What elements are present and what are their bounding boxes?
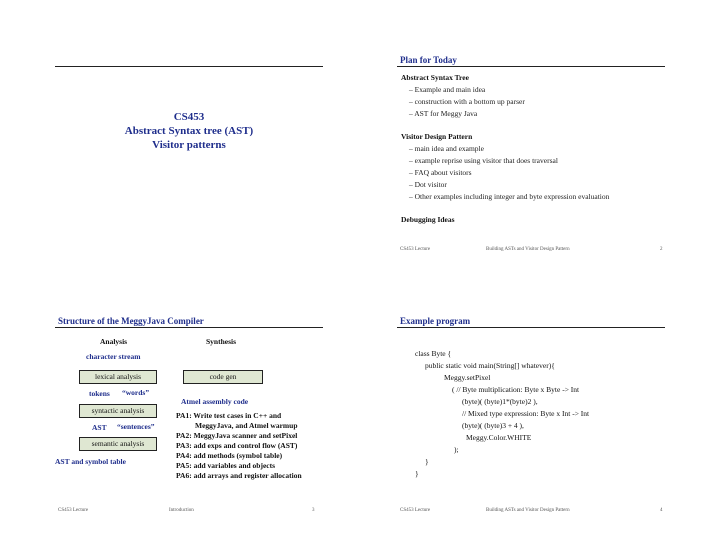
code-line: ); bbox=[454, 445, 459, 454]
slide-4-title: Example program bbox=[400, 316, 471, 326]
list-item: – Other examples including integer and byte expression evaluation bbox=[409, 192, 610, 201]
list-item: – FAQ about visitors bbox=[409, 168, 472, 177]
pa-item: MeggyJava, and Atmel warmup bbox=[195, 421, 298, 430]
slide-1-title bbox=[55, 110, 323, 152]
footer-center: Building ASTs and Visitor Design Pattern bbox=[486, 247, 570, 252]
footer-left: CS453 Lecture bbox=[400, 247, 431, 252]
code-line: } bbox=[425, 457, 429, 466]
slide-3-title-rule bbox=[55, 327, 323, 328]
pa-item: PA5: add variables and objects bbox=[176, 461, 276, 470]
words-label: “words” bbox=[122, 388, 150, 397]
list-item: – Dot visitor bbox=[409, 180, 447, 189]
footer-center: Introduction bbox=[169, 508, 194, 513]
code-line: } bbox=[415, 469, 419, 478]
footer-left: CS453 Lecture bbox=[400, 508, 431, 513]
code-line: (byte)( (byte)3 + 4 ), bbox=[462, 421, 524, 430]
slide-2-title: Plan for Today bbox=[400, 55, 457, 65]
pa-item: PA4: add methods (symbol table) bbox=[176, 451, 283, 460]
sentences-label: “sentences” bbox=[117, 422, 155, 431]
pa-item: PA6: add arrays and register allocation bbox=[176, 471, 302, 480]
list-item: – example reprise using visitor that does traversal bbox=[409, 156, 558, 165]
pa-item: PA2: MeggyJava scanner and setPixel bbox=[176, 431, 298, 440]
syntactic-analysis-box: syntactic analysis bbox=[79, 404, 157, 418]
section-heading-visitor: Visitor Design Pattern bbox=[401, 132, 473, 141]
footer-page-number: 3 bbox=[312, 508, 315, 513]
slide-3-title: Structure of the MeggyJava Compiler bbox=[58, 316, 204, 326]
lexical-analysis-box: lexical analysis bbox=[79, 370, 157, 384]
list-item: – Example and main idea bbox=[409, 85, 486, 94]
code-line: public static void main(String[] whatever){ bbox=[425, 361, 555, 370]
slide-4-title-rule bbox=[397, 327, 665, 328]
section-heading-debugging: Debugging Ideas bbox=[401, 215, 455, 224]
atmel-code-label: Atmel assembly code bbox=[181, 397, 249, 406]
slide-2-title-rule bbox=[397, 66, 665, 67]
code-line: // Mixed type expression: Byte x Int -> Int bbox=[462, 409, 590, 418]
slide-1-title-rule bbox=[55, 66, 323, 67]
pa-item: PA1: Write test cases in C++ and bbox=[176, 411, 282, 420]
semantic-analysis-box: semantic analysis bbox=[79, 437, 157, 451]
analysis-label: Analysis bbox=[100, 337, 128, 346]
ast-label: AST bbox=[92, 423, 107, 432]
tokens-label: tokens bbox=[89, 389, 110, 398]
code-line: Meggy.Color.WHITE bbox=[466, 433, 532, 442]
footer-page-number: 4 bbox=[660, 508, 663, 513]
ast-symbol-table-label: AST and symbol table bbox=[55, 457, 126, 466]
synthesis-label: Synthesis bbox=[206, 337, 237, 346]
character-stream-label: character stream bbox=[86, 352, 141, 361]
footer-left: CS453 Lecture bbox=[58, 508, 89, 513]
section-heading-ast: Abstract Syntax Tree bbox=[401, 73, 469, 82]
list-item: – construction with a bottom up parser bbox=[409, 97, 525, 106]
title-line-subtopic: Visitor patterns bbox=[152, 139, 226, 151]
title-line-topic: Abstract Syntax tree (AST) bbox=[124, 125, 254, 137]
footer-page-number: 2 bbox=[660, 247, 663, 252]
list-item: – main idea and example bbox=[409, 144, 484, 153]
footer-center: Building ASTs and Visitor Design Pattern bbox=[486, 508, 570, 513]
code-line: class Byte { bbox=[415, 349, 452, 358]
pa-item: PA3: add exps and control flow (AST) bbox=[176, 441, 298, 450]
title-line-course: CS453 bbox=[173, 111, 205, 123]
code-gen-box: code gen bbox=[183, 370, 263, 384]
list-item: – AST for Meggy Java bbox=[409, 109, 478, 118]
code-line: (byte)( (byte)1*(byte)2 ), bbox=[462, 397, 538, 406]
code-line: Meggy.setPixel bbox=[444, 373, 491, 382]
code-line: ( // Byte multiplication: Byte x Byte -> Int bbox=[452, 385, 580, 394]
